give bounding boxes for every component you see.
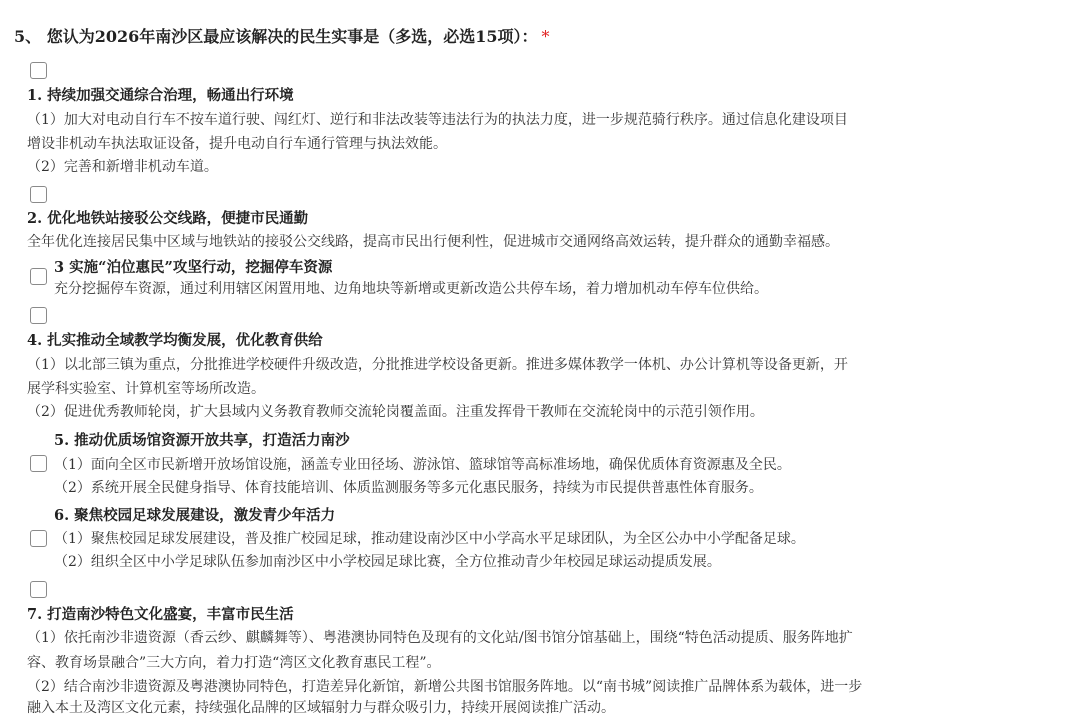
question-title [14, 24, 550, 47]
option-4-line: 展学科实验室、计算机室等场所改造。 [27, 381, 265, 397]
option-4-checkbox[interactable] [30, 307, 47, 324]
option-3-heading: 3 实施“泊位惠民”攻坚行动，挖掘停车资源 [54, 259, 333, 276]
option-6-line: （1）聚焦校园足球发展建设，普及推广校园足球，推动建设南沙区中小学高水平足球团队，为全区公办中小学配备足球。 [54, 531, 805, 547]
option-7-line: 融入本土及湾区文化元素，持续强化品牌的区域辐射力与群众吸引力，持续开展阅读推广活动。 [27, 700, 615, 716]
option-3-line: 充分挖掘停车资源，通过利用辖区闲置用地、边角地块等新增或更新改造公共停车场，着力增加机动车停车位供给。 [54, 281, 768, 297]
option-2-line: 全年优化连接居民集中区域与地铁站的接驳公交线路，提高市民出行便利性，促进城市交通网络高效运转，提升群众的通勤幸福感。 [27, 234, 839, 250]
option-2-heading: 2. 优化地铁站接驳公交线路，便捷市民通勤 [27, 210, 309, 227]
option-3-checkbox[interactable] [30, 268, 47, 285]
option-4-heading: 4. 扎实推动全域教学均衡发展，优化教育供给 [27, 332, 323, 349]
option-1-heading: 1. 持续加强交通综合治理，畅通出行环境 [27, 87, 294, 104]
option-6-checkbox[interactable] [30, 530, 47, 547]
option-5-line: （2）系统开展全民健身指导、体育技能培训、体质监测服务等多元化惠民服务，持续为市民提供普惠性体育服务。 [54, 480, 763, 496]
option-7-line: （2）结合南沙非遗资源及粤港澳协同特色，打造差异化新馆，新增公共图书馆服务阵地。以“南书城”阅读推广品牌体系为载体，进一步 [27, 679, 863, 695]
option-1-line: （1）加大对电动自行车不按车道行驶、闯红灯、逆行和非法改装等违法行为的执法力度，进一步规范骑行秩序。通过信息化建设项目 [27, 112, 848, 128]
option-1-line: 增设非机动车执法取证设备，提升电动自行车通行管理与执法效能。 [27, 136, 447, 152]
question-title-text: 5、 您认为2026年南沙区最应该解决的民生实事是（多选，必选15项）： [14, 27, 538, 46]
option-4-line: （2）促进优秀教师轮岗，扩大县域内义务教育教师交流轮岗覆盖面。注重发挥骨干教师在交流轮岗中的示范引领作用。 [27, 404, 764, 420]
option-5-checkbox[interactable] [30, 455, 47, 472]
option-4-line: （1）以北部三镇为重点，分批推进学校硬件升级改造，分批推进学校设备更新。推进多媒体教学一体机、办公计算机等设备更新，开 [27, 357, 848, 373]
option-5-heading: 5. 推动优质场馆资源开放共享，打造活力南沙 [54, 432, 350, 449]
option-1-checkbox[interactable] [30, 62, 47, 79]
option-7-line: 容、教育场景融合”三大方向，着力打造“湾区文化教育惠民工程”。 [27, 655, 441, 671]
option-7-heading: 7. 打造南沙特色文化盛宴，丰富市民生活 [27, 606, 294, 623]
option-1-line: （2）完善和新增非机动车道。 [27, 159, 218, 175]
required-mark: * [541, 27, 550, 46]
option-7-checkbox[interactable] [30, 581, 47, 598]
option-6-heading: 6. 聚焦校园足球发展建设，激发青少年活力 [54, 507, 336, 524]
option-5-line: （1）面向全区市民新增开放场馆设施，涵盖专业田径场、游泳馆、篮球馆等高标准场地，确保优质体育资源惠及全民。 [54, 457, 791, 473]
option-2-checkbox[interactable] [30, 186, 47, 203]
option-7-line: （1）依托南沙非遗资源（香云纱、麒麟舞等）、粤港澳协同特色及现有的文化站/图书馆分馆基础上，围绕“特色活动提质、服务阵地扩 [27, 630, 853, 646]
option-6-line: （2）组织全区中小学足球队伍参加南沙区中小学校园足球比赛，全方位推动青少年校园足球运动提质发展。 [54, 554, 721, 570]
